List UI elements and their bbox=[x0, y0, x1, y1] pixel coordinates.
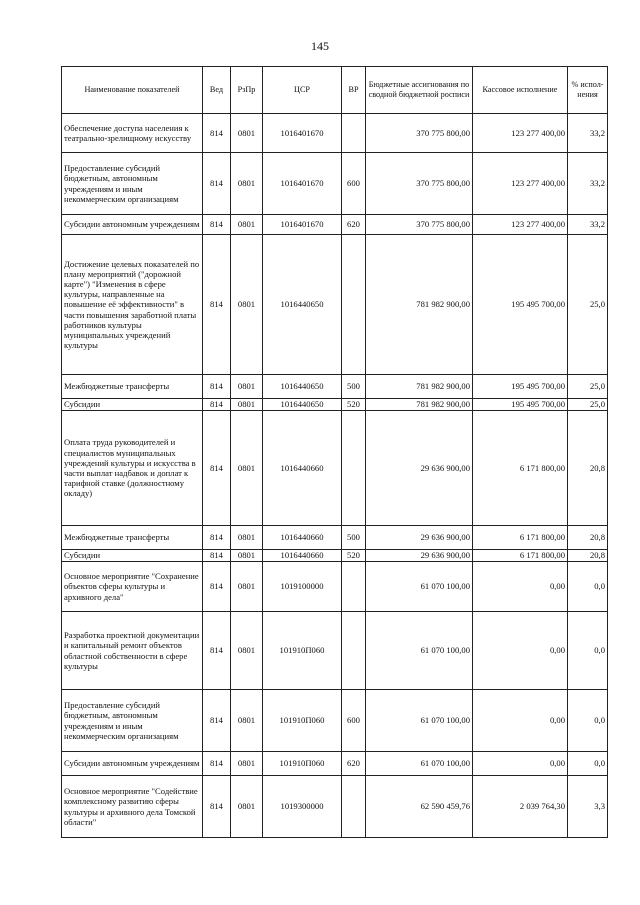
table-row bbox=[62, 215, 608, 235]
cell-vr bbox=[342, 612, 366, 690]
cell-percent: 25,0 bbox=[568, 235, 608, 375]
cell-csr: 1019100000 bbox=[263, 562, 342, 612]
cell-rzpr: 0801 bbox=[231, 550, 263, 562]
table-row bbox=[62, 399, 608, 411]
cell-percent: 33,2 bbox=[568, 114, 608, 153]
cell-assignments: 370 775 800,00 bbox=[366, 153, 473, 215]
cell-csr: 1016401670 bbox=[263, 114, 342, 153]
cell-vr: 520 bbox=[342, 550, 366, 562]
cell-ved: 814 bbox=[203, 550, 231, 562]
cell-rzpr: 0801 bbox=[231, 411, 263, 526]
cell-assignments: 781 982 900,00 bbox=[366, 235, 473, 375]
cell-name: Обеспечение доступа населения к театрально-зрелищному искусству bbox=[62, 114, 203, 153]
cell-ved: 814 bbox=[203, 752, 231, 776]
cell-name: Оплата труда руководителей и специалистов муниципальных учреждений культуры и искусства в части выплат надбавок и доплат к тарифной ставке (должностному окладу) bbox=[62, 411, 203, 526]
cell-rzpr: 0801 bbox=[231, 612, 263, 690]
cell-assignments: 370 775 800,00 bbox=[366, 215, 473, 235]
cell-csr: 1016440660 bbox=[263, 550, 342, 562]
cell-rzpr: 0801 bbox=[231, 114, 263, 153]
cell-percent: 0,0 bbox=[568, 690, 608, 752]
cell-vr: 600 bbox=[342, 690, 366, 752]
cell-cash-execution: 123 277 400,00 bbox=[473, 114, 568, 153]
cell-csr: 101910П060 bbox=[263, 752, 342, 776]
cell-vr: 500 bbox=[342, 375, 366, 399]
cell-name: Субсидии автономным учреждениям bbox=[62, 752, 203, 776]
cell-name: Разработка проектной документации и капитальный ремонт объектов областной собственности в сфере культуры bbox=[62, 612, 203, 690]
table-row bbox=[62, 114, 608, 153]
cell-name: Субсидии автономным учреждениям bbox=[62, 215, 203, 235]
cell-ved: 814 bbox=[203, 375, 231, 399]
table-row bbox=[62, 411, 608, 526]
table-row bbox=[62, 550, 608, 562]
cell-vr: 620 bbox=[342, 215, 366, 235]
cell-assignments: 29 636 900,00 bbox=[366, 526, 473, 550]
cell-cash-execution: 195 495 700,00 bbox=[473, 235, 568, 375]
cell-rzpr: 0801 bbox=[231, 690, 263, 752]
cell-assignments: 370 775 800,00 bbox=[366, 114, 473, 153]
table-row bbox=[62, 375, 608, 399]
header-vr: ВР bbox=[342, 67, 366, 114]
cell-vr: 620 bbox=[342, 752, 366, 776]
cell-percent: 0,0 bbox=[568, 562, 608, 612]
cell-ved: 814 bbox=[203, 215, 231, 235]
cell-csr: 1016401670 bbox=[263, 153, 342, 215]
cell-csr: 1016440660 bbox=[263, 411, 342, 526]
cell-cash-execution: 0,00 bbox=[473, 752, 568, 776]
cell-percent: 20,8 bbox=[568, 550, 608, 562]
header-ved: Вед bbox=[203, 67, 231, 114]
cell-percent: 20,8 bbox=[568, 526, 608, 550]
cell-percent: 0,0 bbox=[568, 752, 608, 776]
cell-percent: 0,0 bbox=[568, 612, 608, 690]
cell-name: Субсидии bbox=[62, 399, 203, 411]
cell-cash-execution: 123 277 400,00 bbox=[473, 153, 568, 215]
cell-vr bbox=[342, 411, 366, 526]
cell-csr: 1019300000 bbox=[263, 776, 342, 838]
cell-csr: 1016401670 bbox=[263, 215, 342, 235]
cell-vr: 600 bbox=[342, 153, 366, 215]
cell-rzpr: 0801 bbox=[231, 562, 263, 612]
cell-percent: 33,2 bbox=[568, 153, 608, 215]
cell-name: Межбюджетные трансферты bbox=[62, 375, 203, 399]
cell-vr bbox=[342, 562, 366, 612]
cell-cash-execution: 195 495 700,00 bbox=[473, 375, 568, 399]
cell-percent: 25,0 bbox=[568, 399, 608, 411]
cell-rzpr: 0801 bbox=[231, 526, 263, 550]
cell-rzpr: 0801 bbox=[231, 235, 263, 375]
cell-percent: 25,0 bbox=[568, 375, 608, 399]
cell-cash-execution: 2 039 764,30 bbox=[473, 776, 568, 838]
cell-csr: 1016440650 bbox=[263, 375, 342, 399]
cell-vr bbox=[342, 776, 366, 838]
cell-name: Достижение целевых показателей по плану мероприятий ("дорожной карте") "Изменения в сфере культуры, направленные на повышение её эффективности" в части повышения заработной платы работников культуры муниципальных учреждений культуры bbox=[62, 235, 203, 375]
header-row bbox=[62, 67, 608, 114]
cell-ved: 814 bbox=[203, 235, 231, 375]
table-row bbox=[62, 690, 608, 752]
cell-ved: 814 bbox=[203, 114, 231, 153]
cell-rzpr: 0801 bbox=[231, 399, 263, 411]
cell-name: Субсидии bbox=[62, 550, 203, 562]
page-number: 145 bbox=[311, 39, 329, 53]
cell-ved: 814 bbox=[203, 411, 231, 526]
header-csr: ЦСР bbox=[263, 67, 342, 114]
cell-cash-execution: 0,00 bbox=[473, 562, 568, 612]
cell-name: Межбюджетные трансферты bbox=[62, 526, 203, 550]
cell-ved: 814 bbox=[203, 526, 231, 550]
table-row bbox=[62, 752, 608, 776]
cell-cash-execution: 6 171 800,00 bbox=[473, 411, 568, 526]
cell-ved: 814 bbox=[203, 776, 231, 838]
cell-vr: 500 bbox=[342, 526, 366, 550]
table-body bbox=[62, 114, 608, 838]
cell-ved: 814 bbox=[203, 399, 231, 411]
header-cash-execution: Кассовое исполнение bbox=[473, 67, 568, 114]
cell-cash-execution: 6 171 800,00 bbox=[473, 550, 568, 562]
cell-csr: 1016440650 bbox=[263, 235, 342, 375]
cell-cash-execution: 0,00 bbox=[473, 612, 568, 690]
table-row bbox=[62, 776, 608, 838]
cell-assignments: 61 070 100,00 bbox=[366, 562, 473, 612]
cell-percent: 33,2 bbox=[568, 215, 608, 235]
cell-assignments: 781 982 900,00 bbox=[366, 375, 473, 399]
table-row bbox=[62, 235, 608, 375]
budget-table bbox=[61, 66, 608, 838]
cell-rzpr: 0801 bbox=[231, 153, 263, 215]
header-rzpr: РзПр bbox=[231, 67, 263, 114]
cell-csr: 1016440660 bbox=[263, 526, 342, 550]
cell-vr bbox=[342, 235, 366, 375]
cell-assignments: 61 070 100,00 bbox=[366, 612, 473, 690]
header-percent: % испол-нения bbox=[568, 67, 608, 114]
header-name: Наименование показателей bbox=[62, 67, 203, 114]
cell-rzpr: 0801 bbox=[231, 215, 263, 235]
cell-assignments: 781 982 900,00 bbox=[366, 399, 473, 411]
cell-ved: 814 bbox=[203, 612, 231, 690]
cell-cash-execution: 6 171 800,00 bbox=[473, 526, 568, 550]
cell-name: Предоставление субсидий бюджетным, автономным учреждениям и иным некоммерческим организациям bbox=[62, 690, 203, 752]
cell-csr: 101910П060 bbox=[263, 690, 342, 752]
table-row bbox=[62, 526, 608, 550]
cell-rzpr: 0801 bbox=[231, 375, 263, 399]
cell-ved: 814 bbox=[203, 153, 231, 215]
cell-cash-execution: 0,00 bbox=[473, 690, 568, 752]
cell-rzpr: 0801 bbox=[231, 776, 263, 838]
table-row bbox=[62, 612, 608, 690]
cell-assignments: 61 070 100,00 bbox=[366, 752, 473, 776]
cell-csr: 101910П060 bbox=[263, 612, 342, 690]
cell-assignments: 29 636 900,00 bbox=[366, 411, 473, 526]
table-row bbox=[62, 562, 608, 612]
table-row bbox=[62, 153, 608, 215]
cell-csr: 1016440650 bbox=[263, 399, 342, 411]
cell-rzpr: 0801 bbox=[231, 752, 263, 776]
cell-vr: 520 bbox=[342, 399, 366, 411]
cell-assignments: 61 070 100,00 bbox=[366, 690, 473, 752]
cell-ved: 814 bbox=[203, 690, 231, 752]
cell-percent: 3,3 bbox=[568, 776, 608, 838]
cell-cash-execution: 123 277 400,00 bbox=[473, 215, 568, 235]
cell-name: Предоставление субсидий бюджетным, автономным учреждениям и иным некоммерческим организациям bbox=[62, 153, 203, 215]
cell-percent: 20,8 bbox=[568, 411, 608, 526]
cell-ved: 814 bbox=[203, 562, 231, 612]
cell-name: Основное мероприятие "Содействие комплексному развитию сферы культуры и архивного дела Томской области" bbox=[62, 776, 203, 838]
cell-assignments: 62 590 459,76 bbox=[366, 776, 473, 838]
cell-name: Основное мероприятие "Сохранение объектов сферы культуры и архивного дела" bbox=[62, 562, 203, 612]
cell-assignments: 29 636 900,00 bbox=[366, 550, 473, 562]
header-assignments: Бюджетные ассигнования по сводной бюджетной росписи bbox=[366, 67, 473, 114]
cell-cash-execution: 195 495 700,00 bbox=[473, 399, 568, 411]
cell-vr bbox=[342, 114, 366, 153]
